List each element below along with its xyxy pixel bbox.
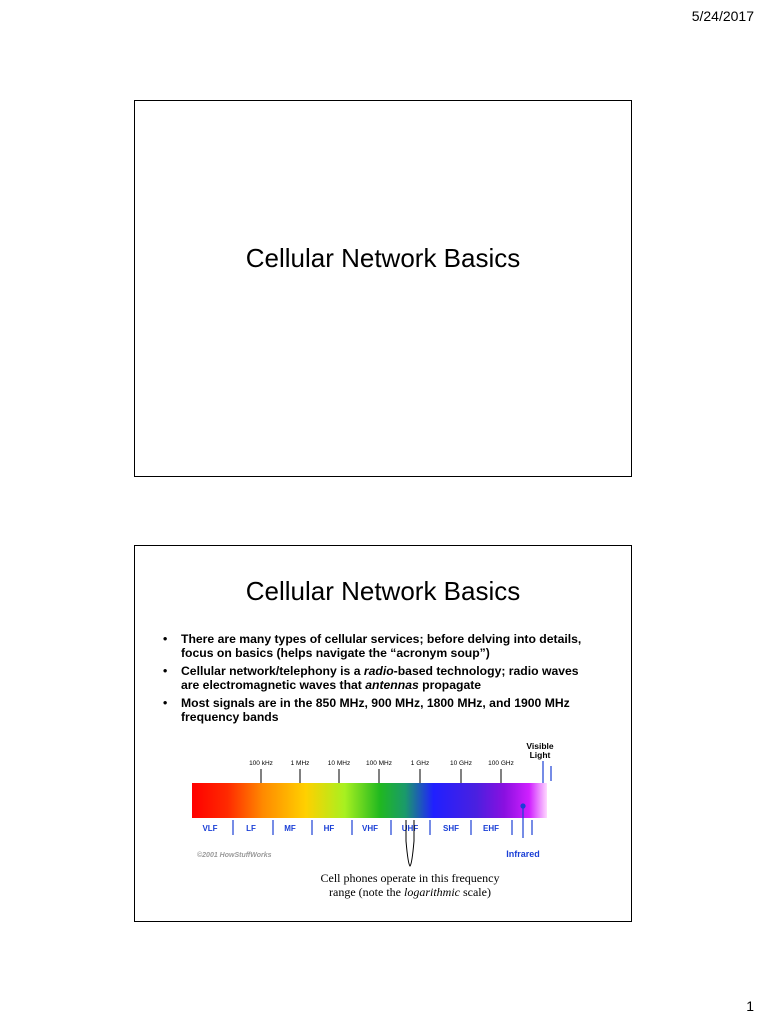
bullet-text: -based technology; radio waves are electromagnetic waves that — [181, 664, 579, 692]
frequency-tick-label: 1 GHz — [410, 760, 430, 767]
frequency-tick-label: 100 MHz — [365, 760, 393, 767]
visible-light-label-line: Light — [529, 750, 551, 760]
slide-title-slide — [134, 100, 632, 477]
caption-emphasis: logarithmic — [403, 885, 460, 899]
slide-cellular-basics — [134, 545, 632, 922]
caption-text: scale) — [459, 885, 491, 899]
bullet-text: Cellular network/telephony is a — [181, 664, 364, 678]
caption-line: Cell phones operate in this frequency — [320, 871, 500, 885]
bullet-item — [157, 664, 587, 692]
page-date: 5/24/2017 — [691, 8, 754, 24]
bullet-list — [157, 632, 587, 728]
band-label: EHF — [483, 824, 499, 833]
frequency-tick-labels — [249, 760, 514, 767]
band-label: LF — [246, 824, 256, 833]
spectrum-bar — [192, 783, 547, 818]
frequency-tick-label: 100 GHz — [488, 760, 514, 767]
frequency-tick-label: 100 kHz — [249, 760, 273, 767]
band-label: MF — [284, 824, 296, 833]
bullet-item — [157, 632, 587, 660]
frequency-tick-label: 10 MHz — [327, 760, 351, 767]
page-number: 1 — [746, 998, 754, 1014]
visible-light-label-line: Visible — [526, 741, 554, 751]
slide-title: Cellular Network Basics — [245, 243, 521, 273]
visible-light-label — [526, 741, 554, 760]
band-label: SHF — [443, 824, 459, 833]
bullet-text-emphasis: radio — [363, 664, 394, 678]
frequency-tick-label: 1 MHz — [290, 760, 310, 767]
caption-text: range (note the — [329, 885, 404, 899]
slide-title: Cellular Network Basics — [245, 576, 521, 606]
frequency-tick-label: 10 GHz — [449, 760, 473, 767]
infrared-label: Infrared — [506, 849, 540, 859]
copyright-text: ©2001 HowStuffWorks — [197, 852, 272, 859]
bullet-text: Most signals are in the 850 MHz, 900 MHz, 1800 MHz, and 1900 MHz frequency bands — [181, 696, 570, 724]
bullet-item — [157, 696, 587, 724]
bullet-text-emphasis: antennas — [365, 678, 419, 692]
bullet-text: propagate — [418, 678, 482, 692]
band-label: VHF — [362, 824, 378, 833]
band-label: HF — [323, 824, 335, 833]
bullet-text: There are many types of cellular services; before delving into details, focus on basics (helps navigate the “acronym soup”) — [181, 632, 582, 660]
caption-line — [295, 885, 525, 899]
band-label: VLF — [202, 824, 218, 833]
band-labels — [202, 824, 499, 833]
band-label: UHF — [401, 824, 419, 833]
spectrum-caption — [295, 871, 525, 899]
